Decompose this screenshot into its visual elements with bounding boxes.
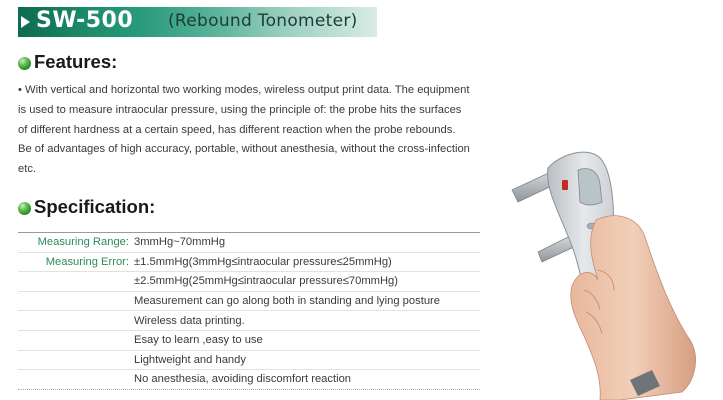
green-bullet-icon (18, 57, 31, 70)
features-line: of different hardness at a certain speed, has different reaction when the probe rebounds. (18, 123, 456, 136)
features-heading (18, 50, 117, 74)
spec-value: Lightweight and handy (134, 353, 246, 366)
tonometer-in-hand-image (500, 140, 723, 400)
spec-value: ±1.5mmHg(3mmHg≤intraocular pressure≤25mmHg) (134, 255, 392, 268)
spec-row (18, 253, 480, 273)
spec-row (18, 351, 480, 371)
title-banner (18, 7, 377, 37)
features-line: Be of advantages of high accuracy, portable, without anesthesia, without the cross-infection (18, 143, 470, 156)
spec-value: Esay to learn ,easy to use (134, 334, 263, 347)
features-line: etc. (18, 163, 37, 176)
spec-value: Wireless data printing. (134, 314, 245, 327)
spec-row (18, 311, 480, 331)
spec-row (18, 370, 480, 390)
features-title: Features: (34, 51, 118, 72)
features-description (18, 81, 518, 180)
specification-title: Specification: (34, 196, 156, 217)
spec-value: 3mmHg~70mmHg (134, 236, 226, 249)
features-line: • With vertical and horizontal two working modes, wireless output print data. The equipment (18, 84, 470, 96)
spec-value: Measurement can go along both in standing and lying posture (134, 295, 440, 308)
spec-value: ±2.5mmHg(25mmHg≤intraocular pressure≤70mmHg) (134, 275, 398, 288)
specification-heading (18, 195, 155, 219)
specification-table (18, 232, 480, 390)
features-line: is used to measure intraocular pressure, using the principle of: the probe hits the surfaces (18, 103, 462, 116)
spec-row (18, 331, 480, 351)
spec-row (18, 292, 480, 312)
spec-value: No anesthesia, avoiding discomfort reaction (134, 373, 352, 386)
spec-row (18, 272, 480, 292)
spec-row (18, 233, 480, 253)
model-subtitle: (Rebound Tonometer) (168, 11, 358, 31)
play-arrow-icon (21, 16, 30, 28)
model-name: SW-500 (36, 8, 134, 33)
spec-label: Measuring Range: (37, 236, 129, 249)
spec-label: Measuring Error: (45, 255, 129, 268)
green-bullet-icon (18, 202, 31, 215)
